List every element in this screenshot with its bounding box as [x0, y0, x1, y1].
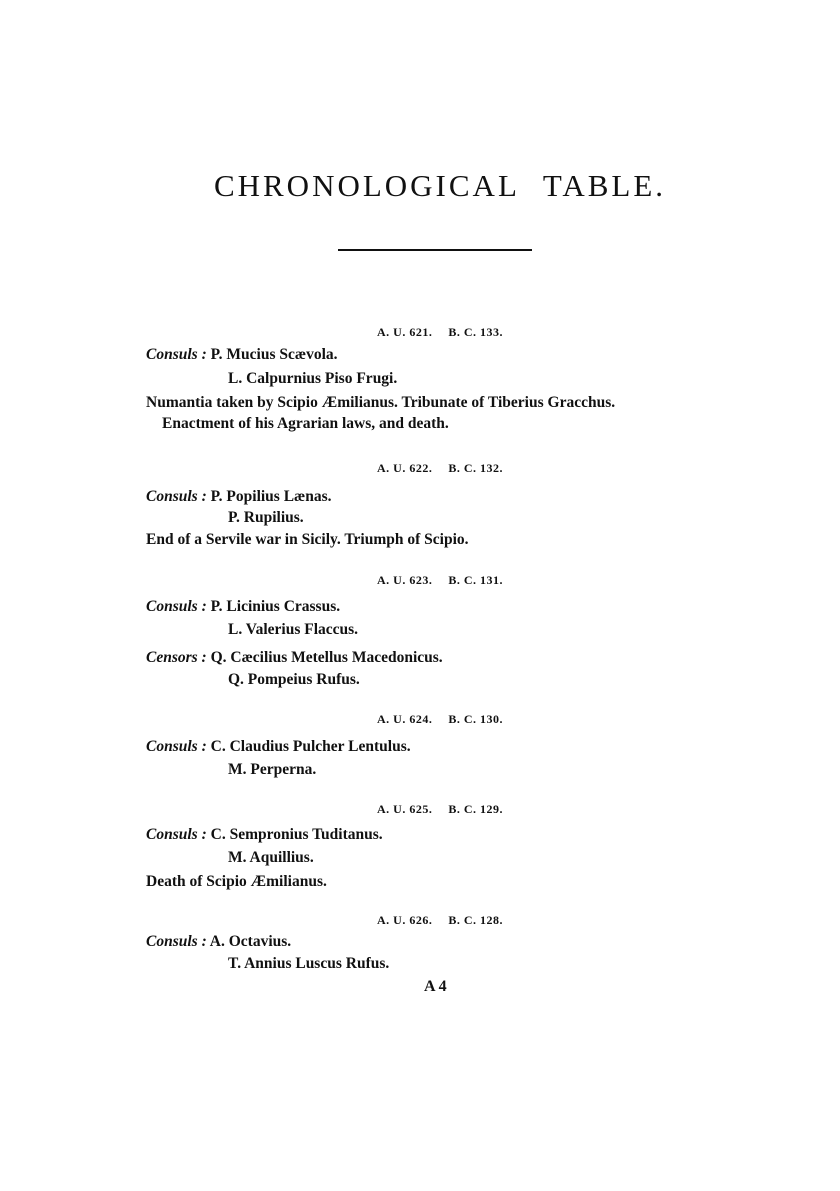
consuls-row: [146, 597, 340, 617]
page-title: CHRONOLOGICAL TABLE.: [213, 168, 667, 203]
consul-name: A. Octavius.: [209, 933, 292, 950]
event-text: Numantia taken by Scipio Æmilianus. Tribunate of Tiberius Gracchus.: [146, 394, 616, 411]
event-text: End of a Servile war in Sicily. Triumph of Scipio.: [146, 531, 469, 548]
consuls-row: [146, 487, 332, 507]
consul-name: T. Annius Luscus Rufus.: [228, 955, 390, 972]
page-signature: A 4: [424, 978, 447, 995]
consul-name: C. Claudius Pulcher Lentulus.: [210, 738, 411, 755]
year-heading: [0, 460, 840, 476]
year-au: A. U. 626.: [376, 913, 433, 927]
censor-name: Q. Cæcilius Metellus Macedonicus.: [210, 649, 443, 666]
year-bc: B. C. 132.: [448, 461, 503, 475]
consuls-row: [146, 932, 291, 952]
year-au: A. U. 622.: [376, 461, 433, 475]
year-bc: B. C. 128.: [448, 913, 503, 927]
consul-name: P. Rupilius.: [228, 509, 304, 526]
year-au: A. U. 624.: [376, 712, 433, 726]
year-heading: [0, 801, 840, 817]
year-au: A. U. 625.: [376, 802, 433, 816]
consuls-label: Consuls :: [146, 738, 207, 755]
consuls-row: [146, 825, 383, 845]
year-bc: B. C. 131.: [448, 573, 503, 587]
year-bc: B. C. 129.: [448, 802, 503, 816]
year-heading: [0, 912, 840, 928]
consuls-label: Consuls :: [146, 346, 207, 363]
event-text: Death of Scipio Æmilianus.: [146, 873, 327, 890]
consul-name: M. Aquillius.: [228, 849, 314, 866]
year-heading: [0, 711, 840, 727]
consuls-label: Consuls :: [146, 826, 207, 843]
consul-name: M. Perperna.: [228, 761, 317, 778]
consuls-label: Consuls :: [146, 488, 207, 505]
consul-name: P. Licinius Crassus.: [210, 598, 341, 615]
consuls-label: Consuls :: [146, 933, 207, 950]
year-heading: [0, 572, 840, 588]
title-rule: [338, 249, 532, 251]
consul-name: P. Popilius Lænas.: [210, 488, 332, 505]
year-heading: [0, 324, 840, 340]
censors-label: Censors :: [146, 649, 207, 666]
consul-name: L. Calpurnius Piso Frugi.: [228, 370, 398, 387]
year-bc: B. C. 133.: [448, 325, 503, 339]
consul-name: C. Sempronius Tuditanus.: [210, 826, 383, 843]
year-au: A. U. 621.: [376, 325, 433, 339]
consul-name: L. Valerius Flaccus.: [228, 621, 359, 638]
year-bc: B. C. 130.: [448, 712, 503, 726]
censor-name: Q. Pompeius Rufus.: [228, 671, 360, 688]
consuls-label: Consuls :: [146, 598, 207, 615]
consuls-row: [146, 345, 338, 365]
consuls-row: [146, 737, 411, 757]
event-text: Enactment of his Agrarian laws, and death.: [162, 415, 449, 432]
censors-row: [146, 648, 443, 668]
consul-name: P. Mucius Scævola.: [210, 346, 338, 363]
year-au: A. U. 623.: [376, 573, 433, 587]
